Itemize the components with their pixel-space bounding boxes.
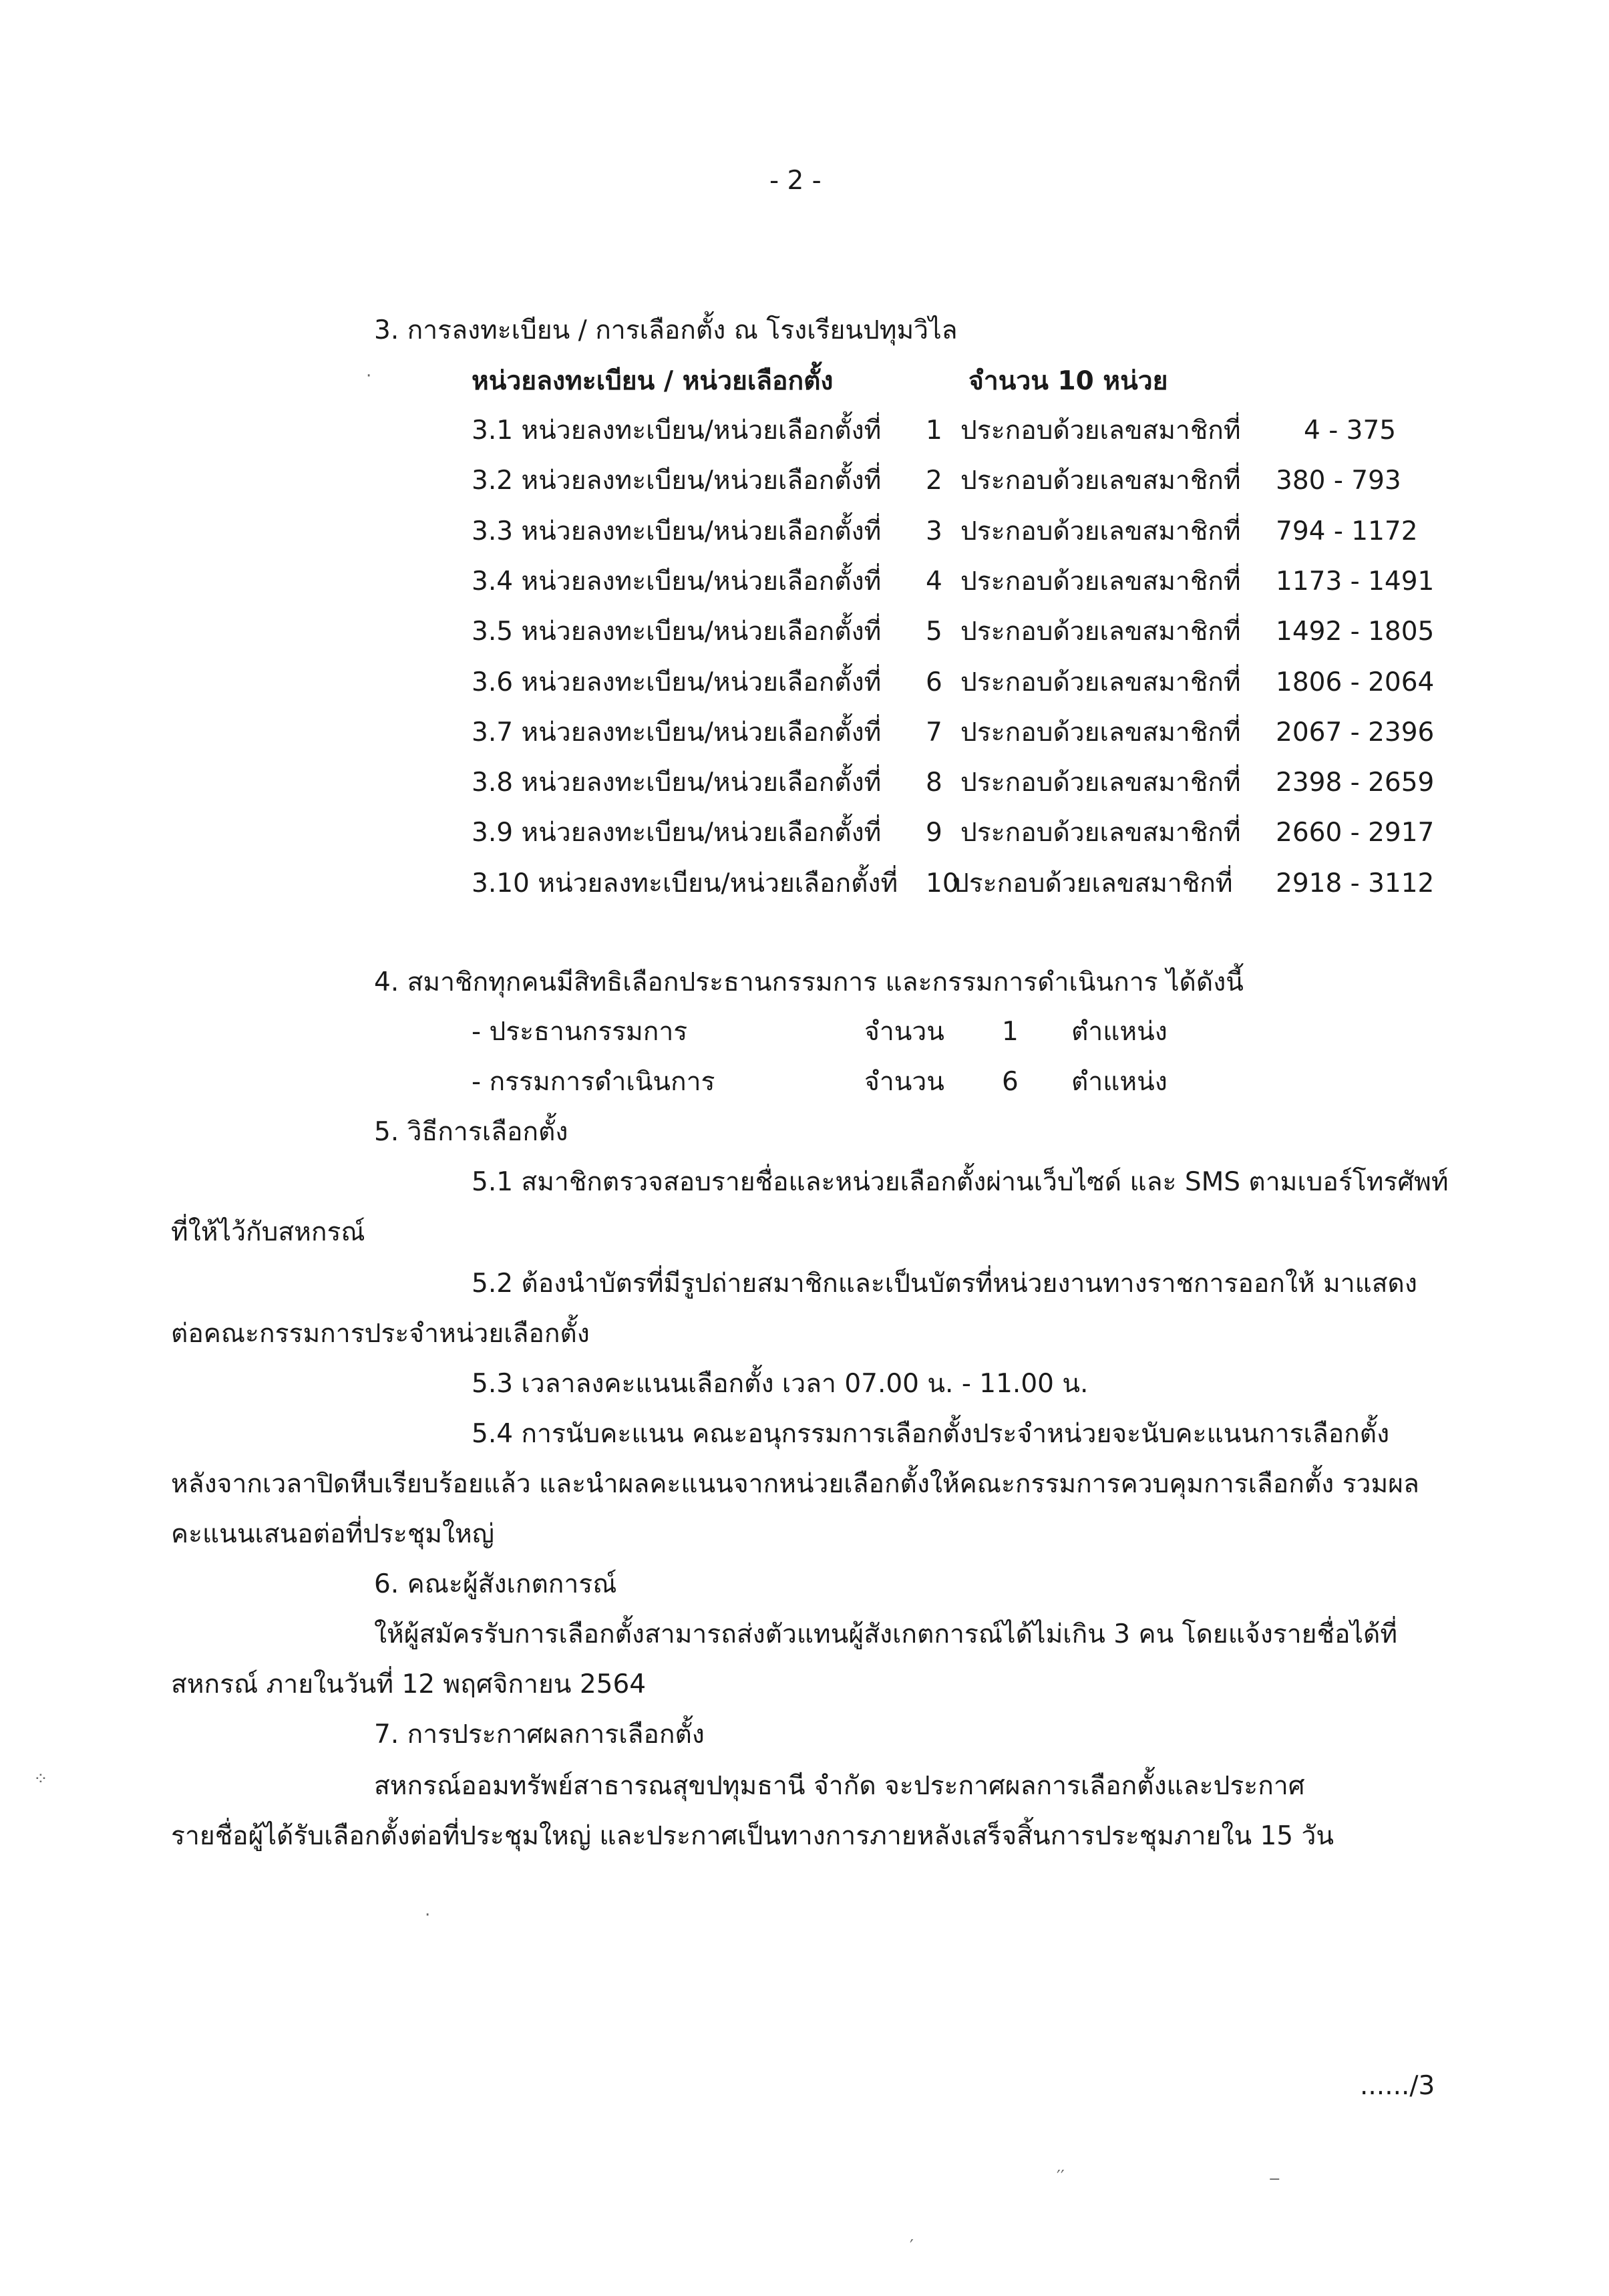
unit-label: 3.9 หน่วยลงทะเบียน/หน่วยเลือกตั้งที่ (472, 818, 882, 848)
unit-number: 7 (926, 717, 942, 748)
unit-description: ประกอบด้วยเลขสมาชิกที่ (960, 768, 1241, 798)
unit-description: ประกอบด้วยเลขสมาชิกที่ (960, 717, 1241, 748)
item-5-1-line-2: ที่ให้ไว้กับสหกรณ์ (171, 1217, 365, 1247)
member-range: 2067 - 2396 (1276, 717, 1435, 748)
unit-number: 8 (926, 768, 942, 798)
scan-speck: ′ (910, 2237, 914, 2257)
position-quantity: 1 (1002, 1017, 1019, 1047)
scan-speck: ⁘ (33, 1769, 48, 1789)
unit-description: ประกอบด้วยเลขสมาชิกที่ (960, 566, 1241, 597)
scan-speck: · (366, 366, 372, 386)
unit-number: 10 (926, 868, 959, 898)
unit-number: 5 (926, 617, 942, 647)
unit-label: 3.4 หน่วยลงทะเบียน/หน่วยเลือกตั้งที่ (472, 566, 882, 597)
scan-speck: ‒ (1269, 2168, 1280, 2188)
unit-number: 9 (926, 818, 942, 848)
section-7-line-1: สหกรณ์ออมทรัพย์สาธารณสุขปทุมธานี จำกัด จะประกาศผลการเลือกตั้งและประกาศ (374, 1771, 1305, 1801)
position-name: - ประธานกรรมการ (472, 1017, 688, 1047)
scan-speck: · (425, 1905, 431, 1925)
unit-label: 3.10 หน่วยลงทะเบียน/หน่วยเลือกตั้งที่ (472, 868, 898, 898)
section-3-heading: 3. การลงทะเบียน / การเลือกตั้ง ณ โรงเรียนปทุมวิไล (374, 315, 958, 345)
section-7-heading: 7. การประกาศผลการเลือกตั้ง (374, 1719, 705, 1750)
member-range: 380 - 793 (1276, 466, 1401, 496)
unit-label: 3.6 หน่วยลงทะเบียน/หน่วยเลือกตั้งที่ (472, 667, 882, 697)
section-6-heading: 6. คณะผู้สังเกตการณ์ (374, 1569, 617, 1599)
position-quantity: 6 (1002, 1067, 1019, 1097)
unit-description: ประกอบด้วยเลขสมาชิกที่ (952, 868, 1233, 898)
unit-description: ประกอบด้วยเลขสมาชิกที่ (960, 416, 1241, 446)
section-3-subheading: หน่วยลงทะเบียน / หน่วยเลือกตั้ง (472, 366, 834, 396)
section-6-line-1: ให้ผู้สมัครรับการเลือกตั้งสามารถส่งตัวแทนผู้สังเกตการณ์ได้ไม่เกิน 3 คน โดยแจ้งรายชื่อได้ที่ (374, 1619, 1398, 1649)
member-range: 1492 - 1805 (1276, 617, 1435, 647)
unit-number: 3 (926, 516, 942, 546)
unit-number: 6 (926, 667, 942, 697)
item-5-2-line-2: ต่อคณะกรรมการประจำหน่วยเลือกตั้ง (171, 1319, 590, 1349)
unit-number: 2 (926, 466, 942, 496)
section-4-heading: 4. สมาชิกทุกคนมีสิทธิเลือกประธานกรรมการ และกรรมการดำเนินการ ได้ดังนี้ (374, 967, 1244, 997)
position-quantity-label: จำนวน (864, 1067, 944, 1097)
unit-label: 3.5 หน่วยลงทะเบียน/หน่วยเลือกตั้งที่ (472, 617, 882, 647)
member-range: 2918 - 3112 (1276, 868, 1435, 898)
section-5-heading: 5. วิธีการเลือกตั้ง (374, 1117, 568, 1147)
section-6-line-2: สหกรณ์ ภายในวันที่ 12 พฤศจิกายน 2564 (171, 1669, 647, 1699)
item-5-3: 5.3 เวลาลงคะแนนเลือกตั้ง เวลา 07.00 น. - 11.00 น. (472, 1369, 1089, 1399)
member-range: 794 - 1172 (1276, 516, 1418, 546)
position-quantity-label: จำนวน (864, 1017, 944, 1047)
member-range: 4 - 375 (1304, 416, 1397, 446)
unit-number: 4 (926, 566, 942, 597)
member-range: 2398 - 2659 (1276, 768, 1435, 798)
unit-description: ประกอบด้วยเลขสมาชิกที่ (960, 818, 1241, 848)
position-name: - กรรมการดำเนินการ (472, 1067, 715, 1097)
member-range: 1173 - 1491 (1276, 566, 1435, 597)
unit-label: 3.8 หน่วยลงทะเบียน/หน่วยเลือกตั้งที่ (472, 768, 882, 798)
unit-description: ประกอบด้วยเลขสมาชิกที่ (960, 667, 1241, 697)
unit-label: 3.3 หน่วยลงทะเบียน/หน่วยเลือกตั้งที่ (472, 516, 882, 546)
unit-label: 3.2 หน่วยลงทะเบียน/หน่วยเลือกตั้งที่ (472, 466, 882, 496)
item-5-4-line-2: หลังจากเวลาปิดหีบเรียบร้อยแล้ว และนำผลคะแนนจากหน่วยเลือกตั้งให้คณะกรรมการควบคุมการเลือกตั้ง รวมผล (171, 1469, 1419, 1499)
unit-label: 3.7 หน่วยลงทะเบียน/หน่วยเลือกตั้งที่ (472, 717, 882, 748)
scan-speck: ′′ (1057, 2167, 1065, 2187)
unit-description: ประกอบด้วยเลขสมาชิกที่ (960, 466, 1241, 496)
unit-number: 1 (926, 416, 942, 446)
section-7-line-2: รายชื่อผู้ได้รับเลือกตั้งต่อที่ประชุมใหญ่ และประกาศเป็นทางการภายหลังเสร็จสิ้นการประชุมภายใน 15 วัน (171, 1821, 1334, 1851)
item-5-4-line-1: 5.4 การนับคะแนน คณะอนุกรรมการเลือกตั้งประจำหน่วยจะนับคะแนนการเลือกตั้ง (472, 1419, 1390, 1449)
item-5-1-line-1: 5.1 สมาชิกตรวจสอบรายชื่อและหน่วยเลือกตั้งผ่านเว็บไซด์ และ SMS ตามเบอร์โทรศัพท์ (472, 1167, 1449, 1197)
unit-description: ประกอบด้วยเลขสมาชิกที่ (960, 516, 1241, 546)
page-number: - 2 - (769, 166, 822, 196)
position-unit: ตำแหน่ง (1071, 1017, 1168, 1047)
section-3-unit-count: จำนวน 10 หน่วย (968, 366, 1168, 396)
unit-label: 3.1 หน่วยลงทะเบียน/หน่วยเลือกตั้งที่ (472, 416, 882, 446)
member-range: 2660 - 2917 (1276, 818, 1435, 848)
item-5-2-line-1: 5.2 ต้องนำบัตรที่มีรูปถ่ายสมาชิกและเป็นบัตรที่หน่วยงานทางราชการออกให้ มาแสดง (472, 1269, 1417, 1299)
position-unit: ตำแหน่ง (1071, 1067, 1168, 1097)
next-page-indicator: ....../3 (1360, 2071, 1435, 2101)
member-range: 1806 - 2064 (1276, 667, 1435, 697)
item-5-4-line-3: คะแนนเสนอต่อที่ประชุมใหญ่ (171, 1519, 494, 1549)
unit-description: ประกอบด้วยเลขสมาชิกที่ (960, 617, 1241, 647)
